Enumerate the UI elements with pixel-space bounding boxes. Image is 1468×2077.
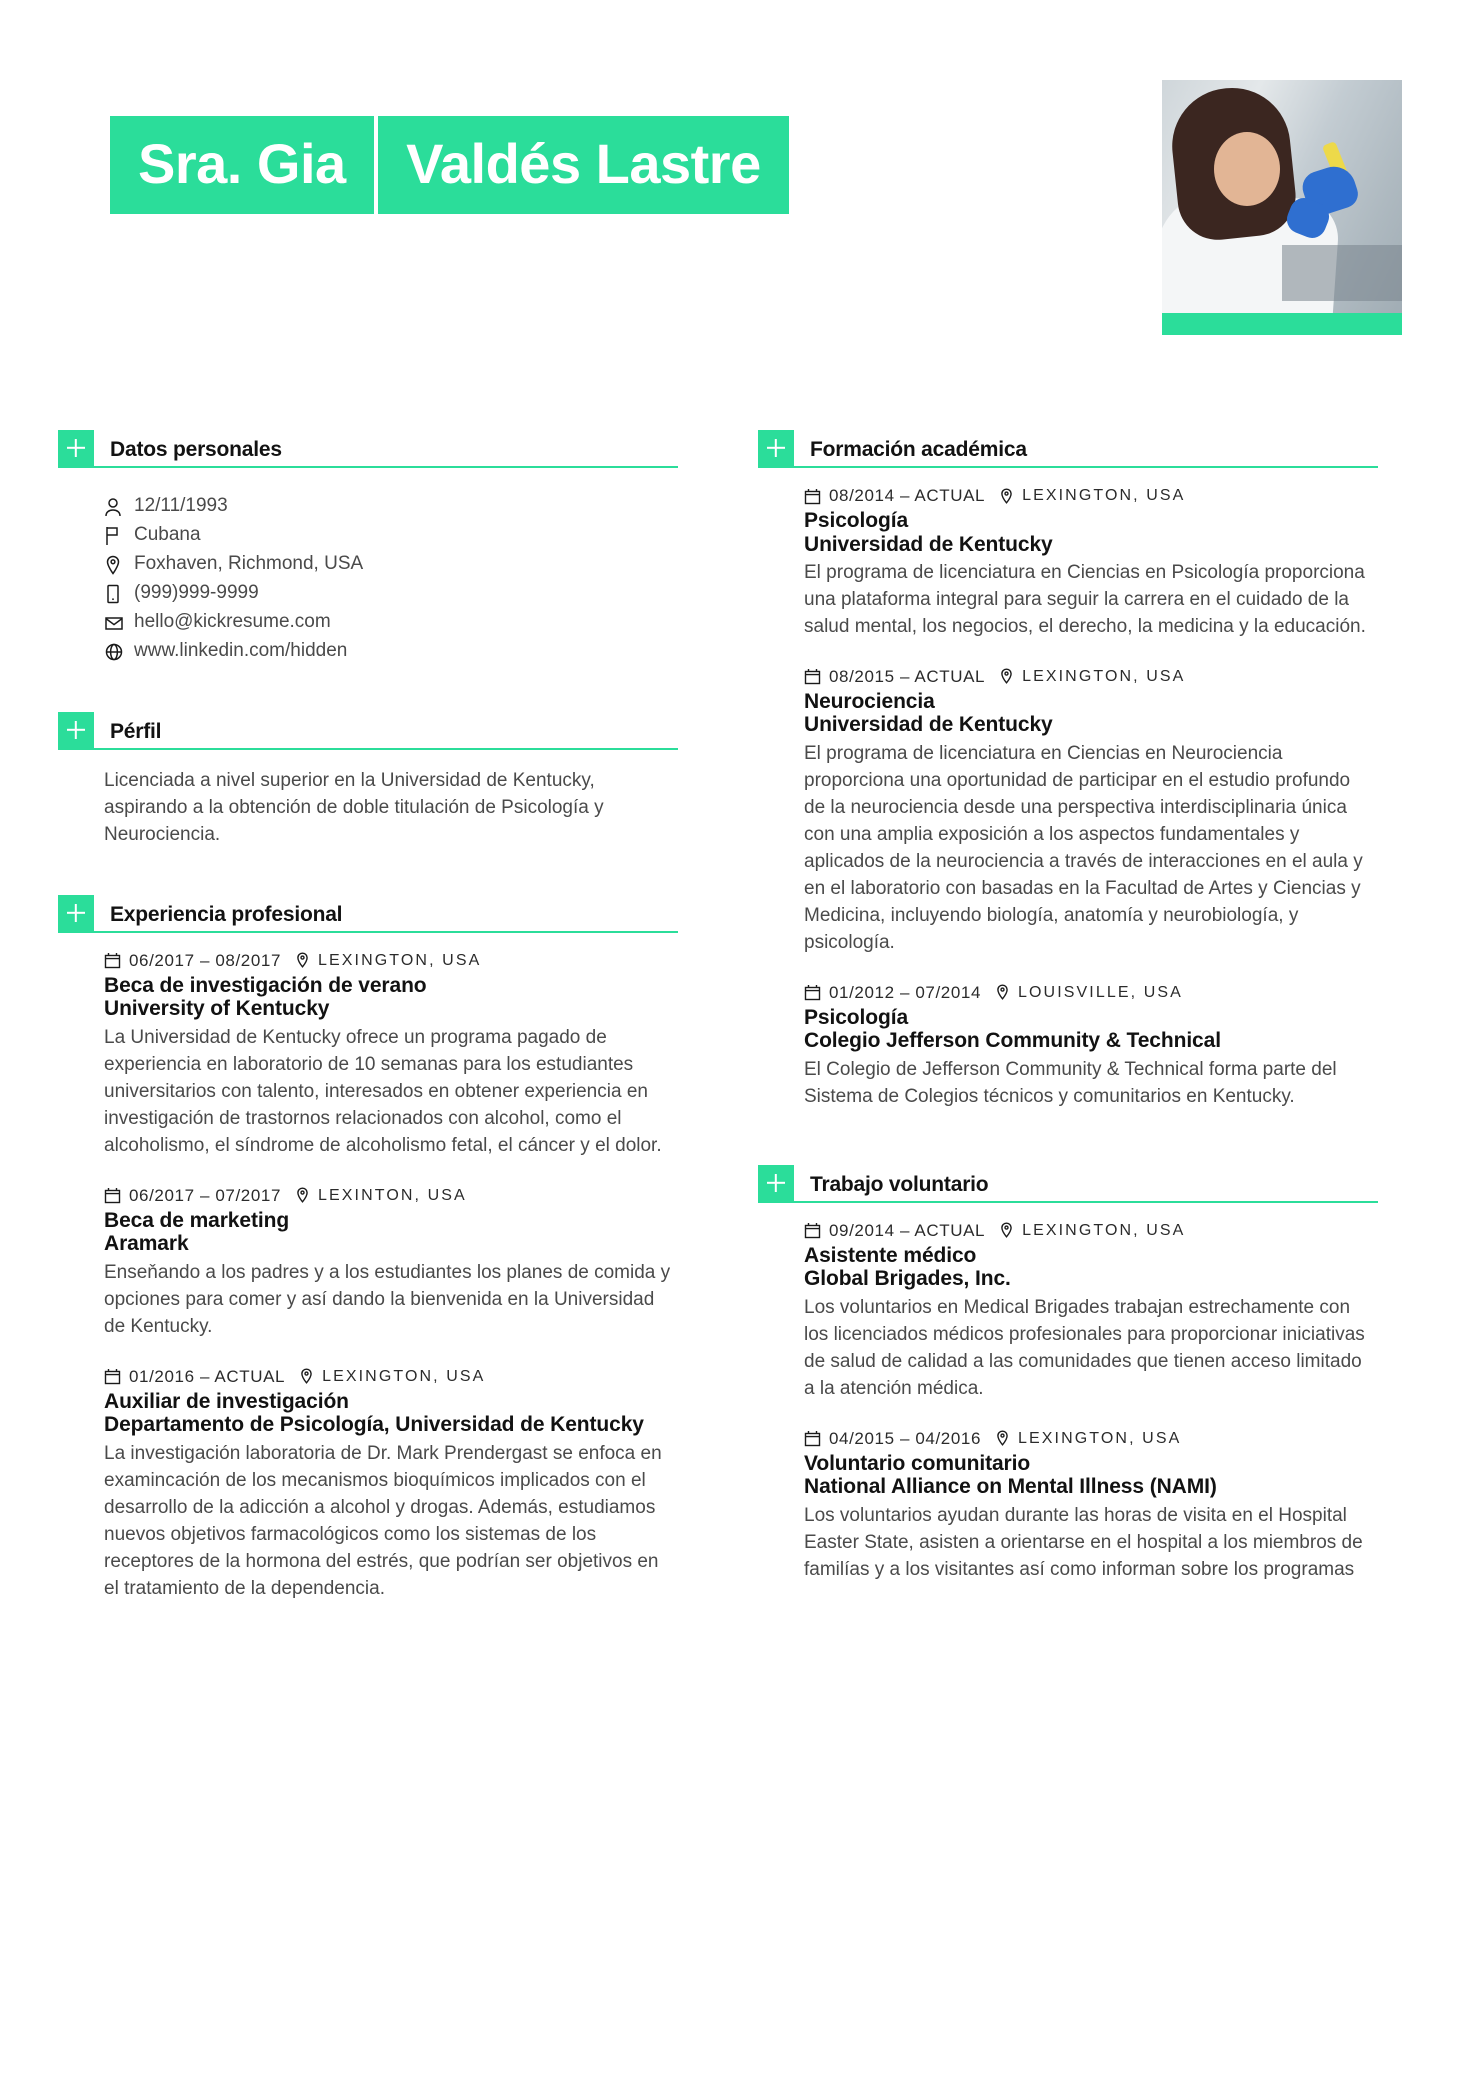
- entry-organization: Departamento de Psicología, Universidad de Kentucky: [104, 1413, 644, 1437]
- section-title: Experiencia profesional: [110, 902, 343, 926]
- section-header: [758, 430, 1378, 468]
- calendar-icon: [804, 488, 821, 505]
- map-pin-icon: [999, 668, 1014, 685]
- contact-value: Cubana: [134, 524, 201, 546]
- resume-header: [0, 0, 1468, 330]
- entry-title: Beca de investigación de verano: [104, 973, 427, 997]
- list-item: [104, 550, 678, 579]
- entry-date: 09/2014 – ACTUAL: [829, 1220, 986, 1240]
- plus-icon: [58, 712, 94, 748]
- list-item: [104, 608, 678, 637]
- contact-value: 12/11/1993: [134, 495, 228, 517]
- map-pin-icon: [295, 952, 310, 969]
- name-line-last: Valdés Lastre: [378, 116, 789, 214]
- entry-organization: Aramark: [104, 1232, 189, 1256]
- experience-entry: [58, 1367, 678, 1603]
- entry-description: El programa de licenciatura en Ciencias en Neurociencia proporciona una oportunidad de participar en el estudio profundo de la neurociencia desde una perspectiva interdisciplinaria única con una amplia exposición a los aspectos fundamentales y aplicados de la neurociencia a través de interacciones en el aula y en el laboratorio con basadas en la Facultad de Artes y Ciencias y Medicina, incluyendo biología, anatomía y neurobiología, y psicología.: [804, 742, 1363, 953]
- entry-description: Enseňando a los padres y a los estudiantes los planes de comida y opciones para comer y así dando la bienvenida en la Universidad de Kentucky.: [104, 1261, 671, 1337]
- calendar-icon: [104, 1187, 121, 1204]
- section-experience: [58, 895, 678, 1603]
- section-profile: [58, 712, 678, 849]
- entry-date: 01/2016 – ACTUAL: [129, 1366, 286, 1386]
- section-education: [758, 430, 1378, 1111]
- photo-face: [1214, 132, 1280, 206]
- entry-location: LEXINGTON, USA: [1022, 487, 1186, 504]
- education-entry: [758, 486, 1378, 641]
- entry-title: Beca de marketing: [104, 1208, 290, 1232]
- section-header: [58, 712, 678, 750]
- profile-photo: [1162, 80, 1402, 335]
- calendar-icon: [804, 984, 821, 1001]
- entry-description: La investigación laboratoria de Dr. Mark Prendergast se enfoca en examincación de los mecanismos bioquímicos implicados con el desarrollo de la adicción a alcohol y drogas. Además, estudiamos nuevos objetivos farmacológicos como los sistemas de los receptores de la hormona del estrés, que podrían ser objetivos en el tratamiento de la dependencia.: [104, 1442, 662, 1599]
- entry-organization: University of Kentucky: [104, 997, 330, 1021]
- entry-location: LEXINGTON, USA: [322, 1367, 486, 1385]
- map-pin-icon: [104, 555, 134, 575]
- calendar-icon: [104, 1368, 121, 1385]
- calendar-icon: [804, 1430, 821, 1447]
- entry-title: Neurociencia: [804, 689, 935, 713]
- entry-description: Los voluntarios ayudan durante las horas de visita en el Hospital Easter State, asisten a orientarse en el hospital a los miembros de familías y a los visitantes así como informan sobre los programas: [804, 1504, 1363, 1580]
- entry-location: LEXINGTON, USA: [1022, 1221, 1186, 1239]
- map-pin-icon: [995, 984, 1010, 1001]
- volunteering-entry: [758, 1429, 1378, 1584]
- education-entry: [758, 667, 1378, 957]
- flag-icon: [104, 526, 134, 546]
- section-header: [758, 1165, 1378, 1203]
- profile-text: Licenciada a nivel superior en la Universidad de Kentucky, aspirando a la obtención de doble titulación de Psicología y Neurociencia.: [104, 770, 604, 845]
- contact-value: (999)999-9999: [134, 582, 259, 604]
- entry-date: 01/2012 – 07/2014: [829, 982, 982, 1002]
- plus-icon: [758, 430, 794, 466]
- phone-icon: [104, 584, 134, 604]
- entry-organization: Universidad de Kentucky: [804, 532, 1053, 556]
- entry-meta: [804, 1221, 1374, 1241]
- contact-list: [58, 486, 678, 666]
- contact-value: Foxhaven, Richmond, USA: [134, 553, 364, 575]
- entry-meta: [804, 1429, 1374, 1449]
- person-icon: [104, 497, 134, 517]
- calendar-icon: [804, 1222, 821, 1239]
- section-title: Trabajo voluntario: [810, 1172, 989, 1196]
- section-title: Datos personales: [110, 438, 282, 461]
- list-item: [104, 637, 678, 666]
- volunteering-entry: [758, 1221, 1378, 1403]
- entry-date: 06/2017 – 08/2017: [129, 950, 282, 970]
- section-header: [58, 895, 678, 933]
- photo-accent-bar: [1162, 313, 1402, 335]
- calendar-icon: [804, 668, 821, 685]
- candidate-name: [110, 88, 789, 214]
- entry-date: 08/2014 – ACTUAL: [829, 486, 986, 505]
- entry-date: 04/2015 – 04/2016: [829, 1428, 982, 1448]
- entry-title: Psicología: [804, 509, 909, 532]
- entry-description: La Universidad de Kentucky ofrece un programa pagado de experiencia en laboratorio de 10 semanas para los estudiantes universitarios con talento, interesados en obtener experiencia en investigación de trastornos relacionados con alcohol, como el alcoholismo, el síndrome de alcoholismo fetal, el cáncer y el dolor.: [104, 1026, 662, 1156]
- entry-title: Psicología: [804, 1005, 909, 1029]
- contact-value: www.linkedin.com/hidden: [134, 640, 348, 662]
- entry-title: Voluntario comunitario: [804, 1451, 1031, 1475]
- entry-organization: Colegio Jefferson Community & Technical: [804, 1029, 1221, 1053]
- entry-description: Los voluntarios en Medical Brigades trabajan estrechamente con los licenciados médicos profesionales para proporcionar iniciativas de salud de calidad a las comunidades que tienen acceso limitado a la atención médica.: [804, 1296, 1365, 1399]
- entry-location: LEXINGTON, USA: [1022, 667, 1186, 685]
- contact-value: hello@kickresume.com: [134, 611, 331, 633]
- entry-meta: [104, 1367, 674, 1387]
- entry-location: LEXINGTON, USA: [318, 951, 482, 969]
- globe-icon: [104, 642, 134, 662]
- photo-lab-bench: [1282, 245, 1402, 301]
- plus-icon: [58, 895, 94, 931]
- entry-organization: Global Brigades, Inc.: [804, 1267, 1011, 1291]
- map-pin-icon: [999, 488, 1014, 505]
- entry-description: El Colegio de Jefferson Community & Technical forma parte del Sistema de Colegios técnicos y comunitarios en Kentucky.: [804, 1058, 1337, 1107]
- entry-title: Asistente médico: [804, 1243, 977, 1267]
- section-title: Formación académica: [810, 438, 1027, 461]
- section-volunteering: [758, 1165, 1378, 1584]
- map-pin-icon: [999, 1222, 1014, 1239]
- entry-meta: [804, 667, 1374, 687]
- section-title: Pérfil: [110, 720, 162, 743]
- list-item: [104, 521, 678, 550]
- entry-meta: [804, 983, 1374, 1003]
- name-line-first: Sra. Gia: [110, 116, 374, 214]
- plus-icon: [58, 430, 94, 466]
- entry-location: LEXINTON, USA: [318, 1186, 467, 1204]
- entry-date: 06/2017 – 07/2017: [129, 1185, 282, 1205]
- entry-location: LEXINGTON, USA: [1018, 1429, 1182, 1447]
- section-header: [58, 430, 678, 468]
- entry-description: El programa de licenciatura en Ciencias en Psicología proporciona una plataforma integral para seguir la carrera en el cuidado de la salud mental, los negocios, el derecho, la medicina y la educación.: [804, 562, 1366, 637]
- calendar-icon: [104, 952, 121, 969]
- left-column: [58, 430, 678, 1629]
- entry-meta: [804, 486, 1374, 506]
- experience-entry: [58, 1186, 678, 1341]
- map-pin-icon: [295, 1187, 310, 1204]
- section-personal-data: [58, 430, 678, 666]
- entry-organization: National Alliance on Mental Illness (NAMI): [804, 1475, 1217, 1499]
- envelope-icon: [104, 613, 134, 633]
- plus-icon: [758, 1165, 794, 1201]
- entry-organization: Universidad de Kentucky: [804, 713, 1053, 737]
- entry-meta: [104, 951, 674, 971]
- list-item: [104, 579, 678, 608]
- education-entry: [758, 983, 1378, 1111]
- experience-entry: [58, 951, 678, 1160]
- map-pin-icon: [299, 1368, 314, 1385]
- entry-date: 08/2015 – ACTUAL: [829, 666, 986, 686]
- entry-title: Auxiliar de investigación: [104, 1389, 349, 1413]
- map-pin-icon: [995, 1430, 1010, 1447]
- right-column: [758, 430, 1378, 1610]
- list-item: [104, 492, 678, 521]
- entry-meta: [104, 1186, 674, 1206]
- entry-location: LOUISVILLE, USA: [1018, 983, 1183, 1001]
